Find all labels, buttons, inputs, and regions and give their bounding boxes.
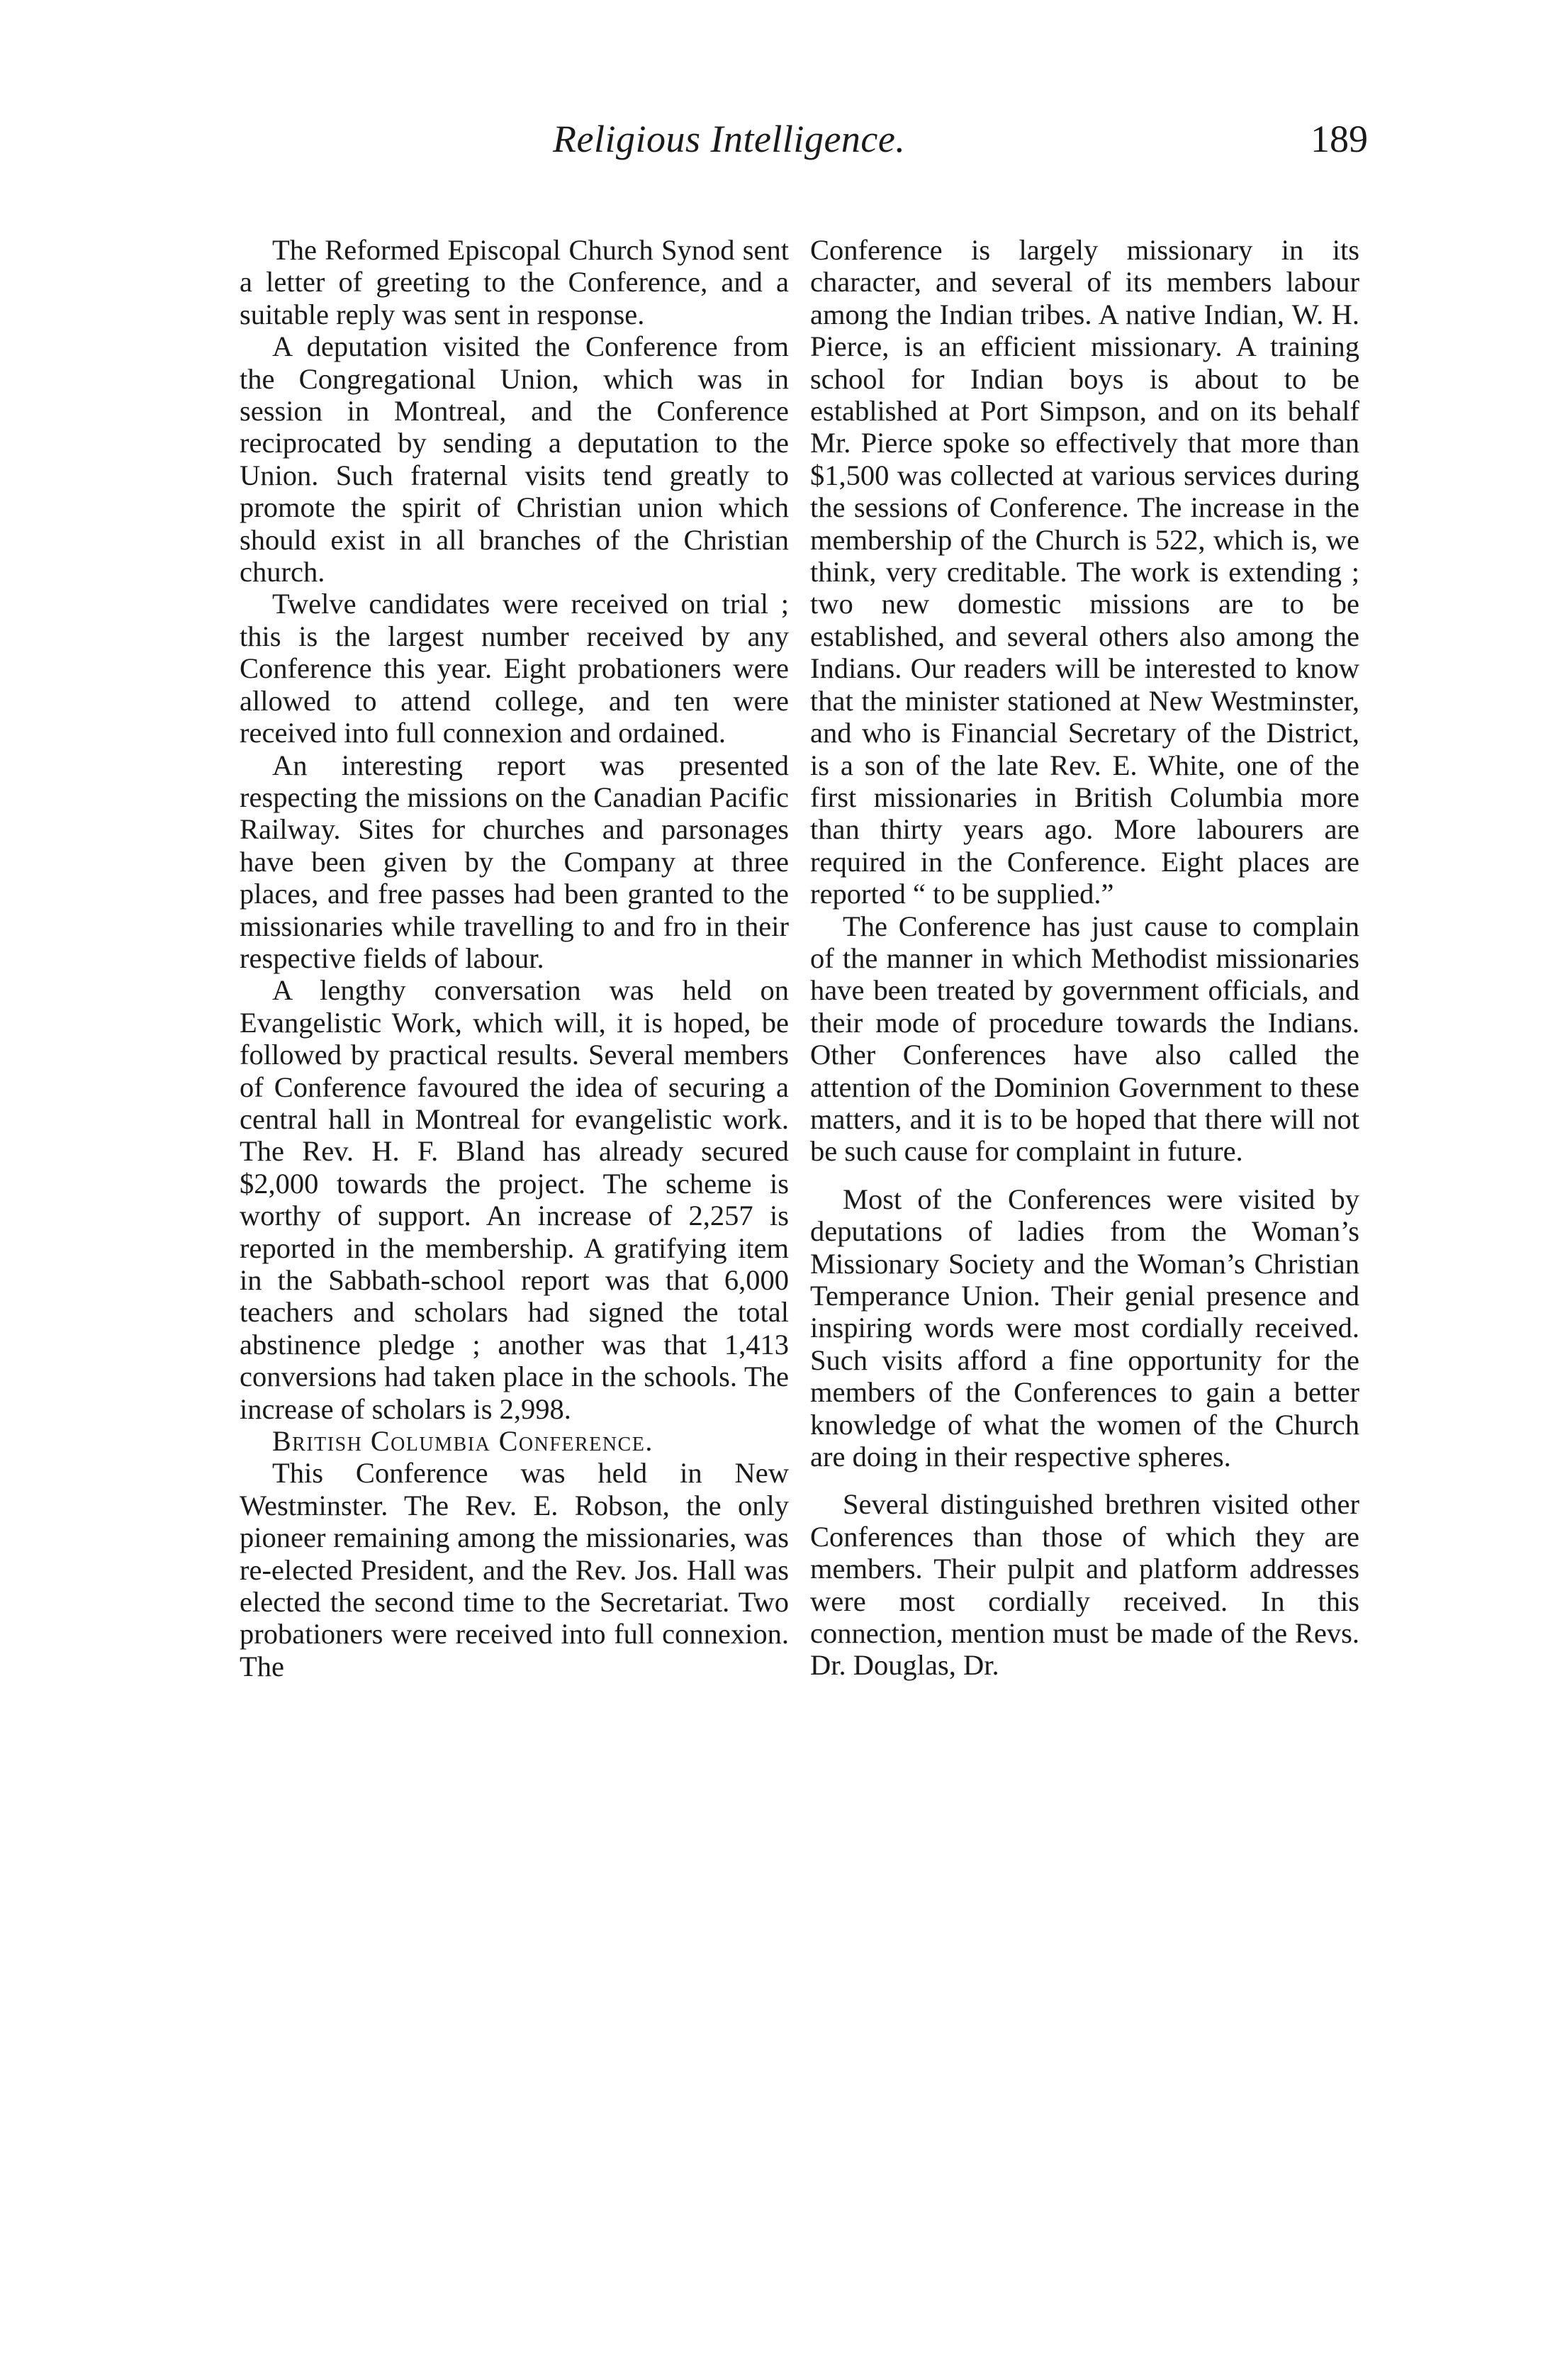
running-title: Religious Intelligence.	[553, 118, 906, 160]
page-header	[234, 117, 1368, 181]
paragraph: This Conference was held in New Westminster. The Rev. E. Robson, the only pioneer remaining among the missionaries, was re-elected President, and the Rev. Jos. Hall was elected the second time to the Secretariat. Two probationers were received into full connexion. The	[240, 1457, 789, 1682]
section-heading: British Columbia Conference.	[272, 1425, 653, 1458]
paragraph: A deputation visited the Conference from the Congregational Union, which was in session in Montreal, and the Conference reciprocated by sending a deputation to the Union. Such fraternal visits tend greatly to promote the spirit of Christian union which should exist in all branches of the Christian church.	[240, 330, 789, 588]
left-column	[240, 234, 789, 1682]
right-column	[810, 234, 1359, 1682]
page-number: 189	[1311, 118, 1368, 160]
paragraph: Twelve candidates were received on trial ; this is the largest number received by any Conference this year. Eight probationers were allowed to attend college, and ten were received into full connexion and ordained.	[240, 588, 789, 749]
paragraph: An interesting report was presented respecting the missions on the Canadian Pacific Railway. Sites for churches and parsonages have been given by the Company at three places, and free passes had been granted to the missionaries while travelling to and fro in their respective fields of labour.	[240, 749, 789, 974]
paragraph: Several distinguished brethren visited other Conferences than those of which they are members. Their pulpit and platform addresses were most cordially received. In this connection, mention must be made of the Revs. Dr. Douglas, Dr.	[810, 1488, 1359, 1682]
paragraph: Most of the Conferences were visited by deputations of ladies from the Woman’s Missionary Society and the Woman’s Christian Temperance Union. Their genial presence and inspiring words were most cordially received. Such visits afford a fine opportunity for the members of the Conferences to gain a better knowledge of what the women of the Church are doing in their respective spheres.	[810, 1183, 1359, 1473]
paragraph-continuation: Conference is largely missionary in its character, and several of its members labour among the Indian tribes. A native Indian, W. H. Pierce, is an efficient missionary. A training school for Indian boys is about to be established at Port Simpson, and on its behalf Mr. Pierce spoke so effectively that more than $1,500 was collected at various services during the sessions of Conference. The increase in the membership of the Church is 522, which is, we think, very creditable. The work is extending ; two new domestic missions are to be established, and several others also among the Indians. Our readers will be interested to know that the minister stationed at New Westminster, and who is Financial Secretary of the District, is a son of the late Rev. E. White, one of the first missionaries in British Columbia more than thirty years ago. More labourers are required in the Conference. Eight places are reported “ to be supplied.”	[810, 234, 1359, 910]
paragraph: A lengthy conversation was held on Evangelistic Work, which will, it is hoped, be followed by practical results. Several members of Conference favoured the idea of securing a central hall in Montreal for evangelistic work. The Rev. H. F. Bland has already secured $2,000 towards the project. The scheme is worthy of support. An increase of 2,257 is reported in the membership. A gratifying item in the Sabbath-school report was that 6,000 teachers and scholars had signed the total abstinence pledge ; another was that 1,413 conversions had taken place in the schools. The increase of scholars is 2,998.	[240, 974, 789, 1425]
paragraph: The Reformed Episcopal Church Synod sent a letter of greeting to the Conference, and a suitable reply was sent in response.	[240, 234, 789, 330]
paragraph: The Conference has just cause to complain of the manner in which Methodist missionaries have been treated by government officials, and their mode of procedure towards the Indians. Other Conferences have also called the attention of the Dominion Government to these matters, and it is to be hoped that there will not be such cause for complaint in future.	[810, 910, 1359, 1168]
